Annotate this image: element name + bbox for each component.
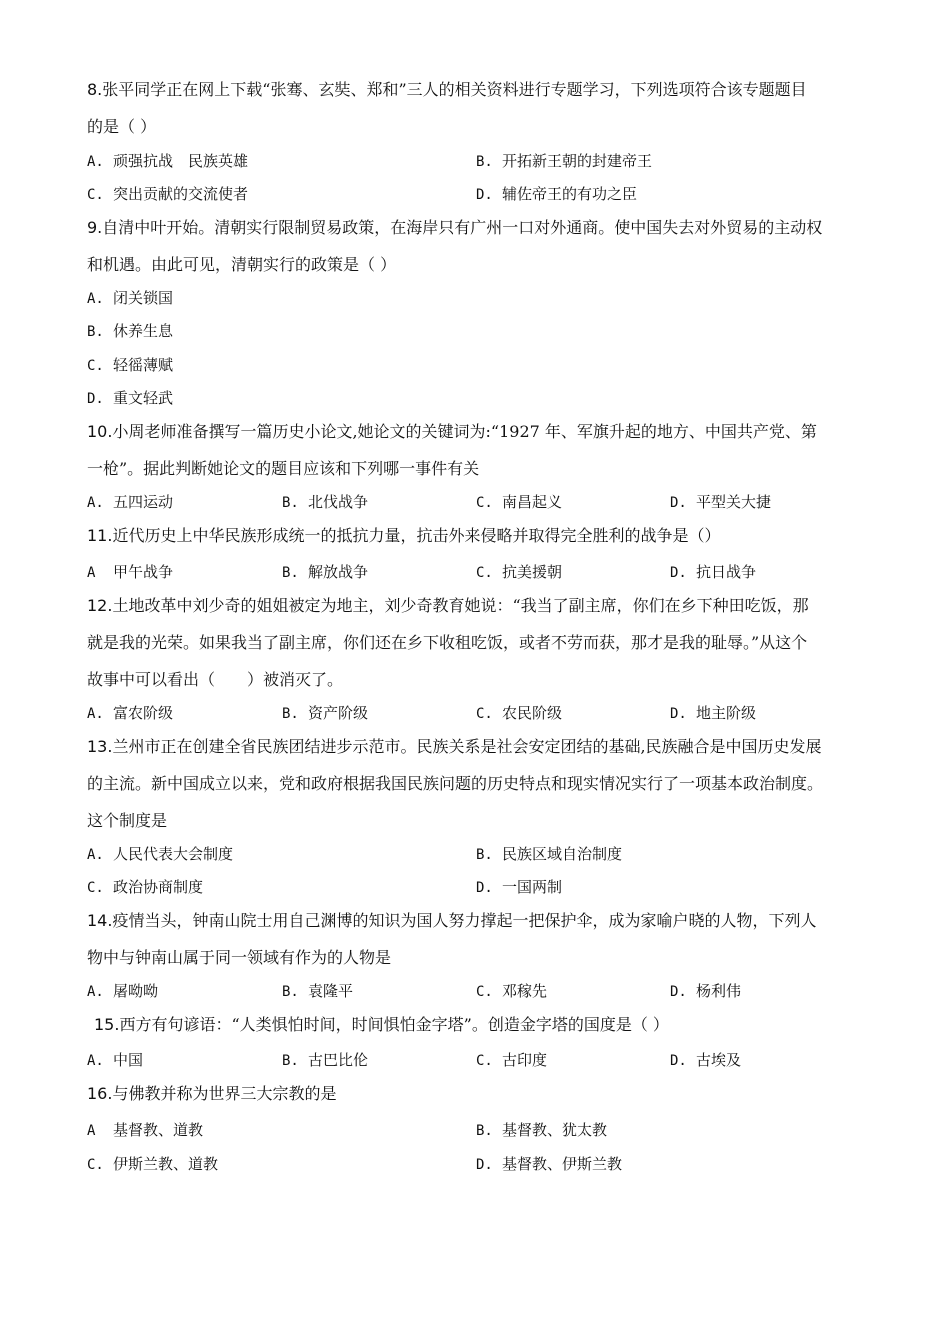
- option-text: 一国两制: [502, 878, 563, 896]
- question-text: 近代历史上中华民族形成统一的抵抗力量，抗击外来侵略并取得完全胜利的战争是（）: [112, 526, 721, 545]
- q13-option-c[interactable]: [87, 877, 203, 898]
- q11-option-b[interactable]: [282, 562, 368, 583]
- question-text: 张平同学正在网上下载“张骞、玄奘、郑和”三人的相关资料进行专题学习，下列选项符合该专题题目: [102, 80, 807, 99]
- option-text: 民族区域自治制度: [502, 845, 623, 863]
- q15-option-b[interactable]: [282, 1050, 368, 1071]
- option-text: 古巴比伦: [308, 1051, 369, 1069]
- question-text: 的主流。新中国成立以来，党和政府根据我国民族问题的历史特点和现实情况实行了一项基本政治制度。: [87, 774, 824, 793]
- option-letter: B.: [282, 984, 299, 1000]
- question-text: 的是（ ）: [87, 117, 157, 136]
- option-text: 政治协商制度: [113, 878, 204, 896]
- option-text: 古埃及: [696, 1051, 742, 1069]
- option-text: 资产阶级: [308, 704, 369, 722]
- option-text: 辅佐帝王的有功之臣: [502, 185, 638, 203]
- question-8-line2: [87, 117, 867, 137]
- question-text: 这个制度是: [87, 811, 168, 830]
- option-letter: B.: [282, 495, 299, 511]
- option-letter: D.: [670, 565, 687, 581]
- option-letter: A.: [87, 984, 104, 1000]
- option-text: 人民代表大会制度: [113, 845, 234, 863]
- q14-option-b[interactable]: [282, 981, 353, 1002]
- q10-option-b[interactable]: [282, 492, 368, 513]
- option-letter: A.: [87, 706, 104, 722]
- option-letter: D.: [476, 1157, 493, 1173]
- q16-option-a[interactable]: [87, 1120, 203, 1141]
- q11-option-d[interactable]: [670, 562, 756, 583]
- question-15-line1: [94, 1015, 874, 1035]
- option-letter: D.: [670, 984, 687, 1000]
- option-text: 地主阶级: [696, 704, 757, 722]
- option-text: 轻徭薄赋: [113, 356, 174, 374]
- q12-option-a[interactable]: [87, 703, 173, 724]
- question-number: 10.: [87, 422, 113, 441]
- question-16-line1: [87, 1084, 867, 1104]
- q12-option-d[interactable]: [670, 703, 756, 724]
- q9-option-d[interactable]: [87, 388, 173, 409]
- question-number: 14.: [87, 911, 113, 930]
- q16-option-b[interactable]: [476, 1120, 607, 1141]
- question-number: 13.: [87, 737, 113, 756]
- option-letter: D.: [476, 880, 493, 896]
- option-letter: B.: [476, 1123, 493, 1139]
- option-text: 南昌起义: [502, 493, 563, 511]
- option-letter: A.: [87, 291, 104, 307]
- option-letter: C.: [87, 1157, 104, 1173]
- option-text: 基督教、道教: [113, 1121, 204, 1139]
- option-letter: B.: [282, 1053, 299, 1069]
- question-text: 一枪”。据此判断她论文的题目应该和下列哪一事件有关: [87, 459, 480, 478]
- option-text: 顽强抗战 民族英雄: [113, 152, 249, 170]
- option-text: 富农阶级: [113, 704, 174, 722]
- option-text: 北伐战争: [308, 493, 369, 511]
- q16-option-c[interactable]: [87, 1154, 218, 1175]
- q10-option-d[interactable]: [670, 492, 771, 513]
- q16-option-d[interactable]: [476, 1154, 622, 1175]
- option-text: 袁隆平: [308, 982, 354, 1000]
- option-text: 农民阶级: [502, 704, 563, 722]
- question-number: 11.: [87, 526, 113, 545]
- question-13-line1: [87, 737, 867, 757]
- question-12-line2: [87, 633, 867, 653]
- option-letter: D.: [670, 1053, 687, 1069]
- q14-option-d[interactable]: [670, 981, 741, 1002]
- q9-option-c[interactable]: [87, 355, 173, 376]
- question-text: 与佛教并称为世界三大宗教的是: [112, 1084, 337, 1103]
- question-number: 12.: [87, 596, 113, 615]
- option-text: 伊斯兰教、道教: [113, 1155, 219, 1173]
- q10-option-a[interactable]: [87, 492, 173, 513]
- q8-option-a[interactable]: [87, 151, 248, 172]
- option-letter: A.: [87, 1053, 104, 1069]
- q13-option-b[interactable]: [476, 844, 622, 865]
- option-text: 杨利伟: [696, 982, 742, 1000]
- question-8-line1: [87, 80, 867, 100]
- option-letter: D.: [670, 706, 687, 722]
- option-text: 抗日战争: [696, 563, 757, 581]
- question-12-line3: [87, 670, 867, 690]
- question-number: 16.: [87, 1084, 113, 1103]
- q9-option-a[interactable]: [87, 288, 173, 309]
- option-text: 甲午战争: [113, 563, 174, 581]
- question-number: 9.: [87, 218, 103, 237]
- option-text: 平型关大捷: [696, 493, 772, 511]
- q14-option-a[interactable]: [87, 981, 158, 1002]
- option-text: 屠呦呦: [113, 982, 159, 1000]
- option-letter: C.: [476, 706, 493, 722]
- q8-option-c[interactable]: [87, 184, 248, 205]
- q10-option-c[interactable]: [476, 492, 562, 513]
- question-text: 自清中叶开始。清朝实行限制贸易政策，在海岸只有广州一口对外通商。使中国失去对外贸易的主动权: [102, 218, 823, 237]
- option-text: 闭关锁国: [113, 289, 174, 307]
- question-text: 兰州市正在创建全省民族团结进步示范市。民族关系是社会安定团结的基础,民族融合是中国历史发展: [112, 737, 822, 756]
- option-letter: B.: [87, 324, 104, 340]
- question-11-line1: [87, 526, 867, 546]
- q14-option-c[interactable]: [476, 981, 547, 1002]
- option-text: 古印度: [502, 1051, 548, 1069]
- option-letter: A: [87, 565, 96, 581]
- option-letter: A.: [87, 847, 104, 863]
- question-text: 物中与钟南山属于同一领域有作为的人物是: [87, 948, 392, 967]
- question-9-line1: [87, 218, 867, 238]
- question-number: 15.: [94, 1015, 120, 1034]
- q11-option-c[interactable]: [476, 562, 562, 583]
- option-letter: C.: [476, 1053, 493, 1069]
- q12-option-c[interactable]: [476, 703, 562, 724]
- q9-option-b[interactable]: [87, 321, 173, 342]
- option-letter: C.: [87, 187, 104, 203]
- option-letter: C.: [87, 880, 104, 896]
- question-text: 疫情当头，钟南山院士用自己渊博的知识为国人努力撑起一把保护伞，成为家喻户晓的人物，下列人: [112, 911, 817, 930]
- question-12-line1: [87, 596, 867, 616]
- question-text: 故事中可以看出（ ）被消灭了。: [87, 670, 344, 689]
- question-9-line2: [87, 255, 867, 275]
- option-letter: D.: [87, 391, 104, 407]
- question-number: 8.: [87, 80, 103, 99]
- question-text: 小周老师准备撰写一篇历史小论文,她论文的关键词为:“1927 年、军旗升起的地方、中国共产党、第: [112, 422, 817, 441]
- option-text: 重文轻武: [113, 389, 174, 407]
- question-text: 就是我的光荣。如果我当了副主席，你们还在乡下收租吃饭，或者不劳而获，那才是我的耻辱。”从这个: [87, 633, 808, 652]
- q8-option-d[interactable]: [476, 184, 637, 205]
- question-text: 土地改革中刘少奇的姐姐被定为地主，刘少奇教育她说：“我当了副主席，你们在乡下种田吃饭，那: [112, 596, 809, 615]
- q13-option-a[interactable]: [87, 844, 233, 865]
- option-letter: A: [87, 1123, 96, 1139]
- option-letter: C.: [87, 358, 104, 374]
- question-14-line2: [87, 948, 867, 968]
- option-text: 五四运动: [113, 493, 174, 511]
- q15-option-d[interactable]: [670, 1050, 741, 1071]
- question-text: 西方有句谚语：“人类惧怕时间，时间惧怕金字塔”。创造金字塔的国度是（ ）: [119, 1015, 669, 1034]
- option-letter: A.: [87, 495, 104, 511]
- option-text: 抗美援朝: [502, 563, 563, 581]
- option-letter: B.: [476, 154, 493, 170]
- option-text: 开拓新王朝的封建帝王: [502, 152, 653, 170]
- option-letter: B.: [282, 706, 299, 722]
- question-13-line3: [87, 811, 867, 831]
- q11-option-a[interactable]: [87, 562, 173, 583]
- q8-option-b[interactable]: [476, 151, 652, 172]
- q15-option-a[interactable]: [87, 1050, 143, 1071]
- option-text: 基督教、伊斯兰教: [502, 1155, 623, 1173]
- q13-option-d[interactable]: [476, 877, 562, 898]
- option-text: 休养生息: [113, 322, 174, 340]
- option-letter: D.: [670, 495, 687, 511]
- question-13-line2: [87, 774, 867, 794]
- option-letter: D.: [476, 187, 493, 203]
- option-letter: A.: [87, 154, 104, 170]
- option-letter: C.: [476, 984, 493, 1000]
- option-letter: B.: [476, 847, 493, 863]
- option-text: 突出贡献的交流使者: [113, 185, 249, 203]
- option-text: 中国: [113, 1051, 144, 1069]
- question-10-line1: [87, 422, 867, 442]
- option-text: 邓稼先: [502, 982, 548, 1000]
- question-10-line2: [87, 459, 867, 479]
- option-letter: C.: [476, 495, 493, 511]
- question-14-line1: [87, 911, 867, 931]
- option-letter: C.: [476, 565, 493, 581]
- question-text: 和机遇。由此可见，清朝实行的政策是（ ）: [87, 255, 397, 274]
- option-text: 基督教、犹太教: [502, 1121, 608, 1139]
- q15-option-c[interactable]: [476, 1050, 547, 1071]
- q12-option-b[interactable]: [282, 703, 368, 724]
- option-text: 解放战争: [308, 563, 369, 581]
- option-letter: B.: [282, 565, 299, 581]
